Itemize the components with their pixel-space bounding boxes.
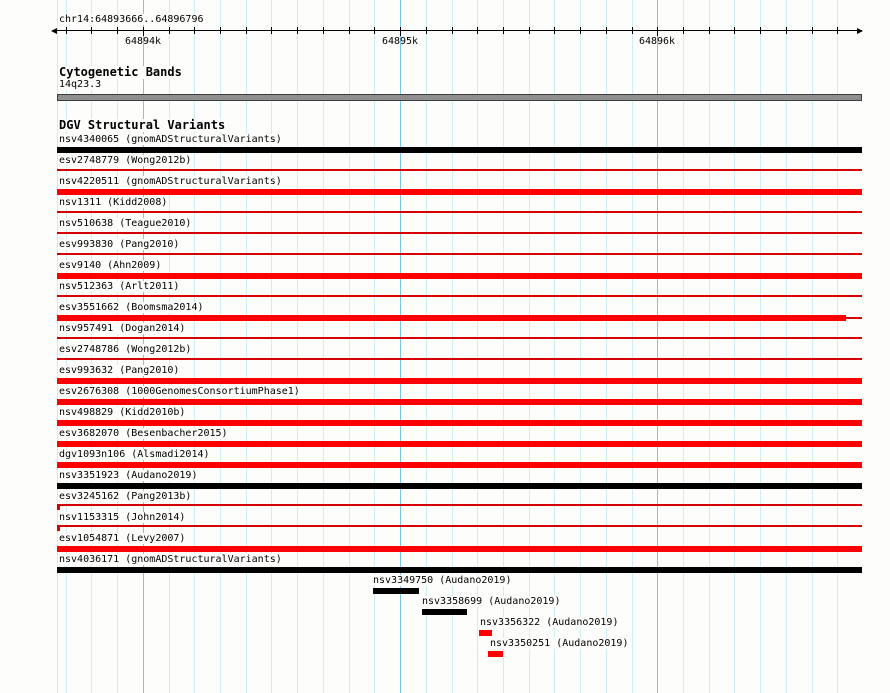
variant-bar[interactable] <box>57 483 862 489</box>
variant-bar[interactable] <box>488 651 503 657</box>
minor-tick <box>323 27 324 34</box>
ruler-tick-label: 64894k <box>124 36 162 47</box>
variant-label[interactable]: nsv3358699 (Audano2019) <box>422 596 561 607</box>
major-tick <box>143 27 144 36</box>
minor-tick <box>426 27 427 34</box>
cytogenetic-bands-header: Cytogenetic Bands <box>59 65 182 79</box>
minor-gridline <box>683 0 684 693</box>
variant-label[interactable]: esv993830 (Pang2010) <box>59 239 180 250</box>
minor-gridline <box>452 0 453 693</box>
minor-gridline <box>760 0 761 693</box>
variant-line[interactable] <box>57 232 862 234</box>
variant-line[interactable] <box>57 169 862 171</box>
variant-bar-thin-tail[interactable] <box>846 317 862 319</box>
variant-label[interactable]: nsv3356322 (Audano2019) <box>480 617 619 628</box>
variant-label[interactable]: nsv3349750 (Audano2019) <box>373 575 512 586</box>
variant-line[interactable] <box>57 358 862 360</box>
variant-line[interactable] <box>57 337 862 339</box>
variant-label[interactable]: nsv498829 (Kidd2010b) <box>59 407 186 418</box>
variant-label[interactable]: esv3245162 (Pang2013b) <box>59 491 192 502</box>
minor-tick <box>194 27 195 34</box>
minor-tick <box>91 27 92 34</box>
minor-tick <box>529 27 530 34</box>
minor-tick <box>786 27 787 34</box>
variant-bar[interactable] <box>57 273 862 279</box>
region-coordinates-label: chr14:64893666..64896796 <box>59 14 204 25</box>
minor-gridline <box>246 0 247 693</box>
major-tick <box>657 27 658 36</box>
variant-label[interactable]: nsv512363 (Arlt2011) <box>59 281 180 292</box>
variant-label[interactable]: nsv4340065 (gnomADStructuralVariants) <box>59 134 282 145</box>
variant-label[interactable]: nsv510638 (Teague2010) <box>59 218 192 229</box>
variant-label[interactable]: esv9140 (Ahn2009) <box>59 260 162 271</box>
variant-line[interactable] <box>57 211 862 213</box>
variant-label[interactable]: nsv1311 (Kidd2008) <box>59 197 168 208</box>
variant-label[interactable]: esv3682070 (Besenbacher2015) <box>59 428 228 439</box>
variant-label[interactable]: esv2748779 (Wong2012b) <box>59 155 192 166</box>
minor-gridline <box>323 0 324 693</box>
minor-tick <box>349 27 350 34</box>
minor-gridline <box>271 0 272 693</box>
variant-label[interactable]: nsv1153315 (John2014) <box>59 512 186 523</box>
cytoband-name-label: 14q23.3 <box>59 79 102 90</box>
minor-gridline <box>606 0 607 693</box>
minor-gridline <box>709 0 710 693</box>
major-gridline <box>657 0 658 693</box>
minor-tick <box>503 27 504 34</box>
minor-gridline <box>57 0 58 693</box>
minor-gridline <box>786 0 787 693</box>
minor-tick <box>837 27 838 34</box>
ruler-axis-line <box>57 30 862 31</box>
variant-bar[interactable] <box>57 315 846 321</box>
minor-tick <box>220 27 221 34</box>
minor-tick <box>632 27 633 34</box>
variant-label[interactable]: esv2676308 (1000GenomesConsortiumPhase1) <box>59 386 300 397</box>
variant-label[interactable]: esv993632 (Pang2010) <box>59 365 180 376</box>
ruler-left-arrow-icon <box>51 28 57 34</box>
variant-bar[interactable] <box>57 420 862 426</box>
variant-bar[interactable] <box>57 399 862 405</box>
minor-gridline <box>734 0 735 693</box>
variant-bar[interactable] <box>373 588 419 594</box>
cytoband-bar[interactable] <box>57 94 862 101</box>
variant-label[interactable]: esv2748786 (Wong2012b) <box>59 344 192 355</box>
minor-gridline <box>194 0 195 693</box>
ruler-right-arrow-icon <box>857 28 863 34</box>
dgv-structural-variants-header: DGV Structural Variants <box>59 118 226 132</box>
minor-tick <box>812 27 813 34</box>
minor-gridline <box>812 0 813 693</box>
minor-tick <box>117 27 118 34</box>
minor-tick <box>477 27 478 34</box>
variant-label[interactable]: dgv1093n106 (Alsmadi2014) <box>59 449 210 460</box>
minor-tick <box>297 27 298 34</box>
variant-line[interactable] <box>57 295 862 297</box>
minor-tick <box>734 27 735 34</box>
major-tick <box>400 27 401 36</box>
variant-bar[interactable] <box>57 147 862 153</box>
minor-gridline <box>529 0 530 693</box>
minor-tick <box>606 27 607 34</box>
variant-line[interactable] <box>57 253 862 255</box>
minor-gridline <box>632 0 633 693</box>
variant-label[interactable]: esv1054871 (Levy2007) <box>59 533 186 544</box>
variant-bar[interactable] <box>57 189 862 195</box>
minor-gridline <box>220 0 221 693</box>
minor-gridline <box>477 0 478 693</box>
variant-line[interactable] <box>57 504 862 506</box>
minor-gridline <box>554 0 555 693</box>
ruler-tick-label: 64896k <box>638 36 676 47</box>
minor-gridline <box>297 0 298 693</box>
minor-tick <box>709 27 710 34</box>
minor-gridline <box>503 0 504 693</box>
minor-gridline <box>349 0 350 693</box>
minor-tick <box>374 27 375 34</box>
variant-label[interactable]: nsv4220511 (gnomADStructuralVariants) <box>59 176 282 187</box>
minor-gridline <box>837 0 838 693</box>
variant-bar[interactable] <box>57 462 862 468</box>
minor-tick <box>760 27 761 34</box>
ruler-tick-label: 64895k <box>381 36 419 47</box>
minor-tick <box>580 27 581 34</box>
minor-tick <box>683 27 684 34</box>
variant-bar[interactable] <box>422 609 467 615</box>
variant-bar[interactable] <box>57 546 862 552</box>
minor-tick <box>452 27 453 34</box>
minor-tick <box>66 27 67 34</box>
minor-tick <box>271 27 272 34</box>
variant-label[interactable]: nsv4036171 (gnomADStructuralVariants) <box>59 554 282 565</box>
minor-tick <box>554 27 555 34</box>
variant-bar[interactable] <box>57 567 862 573</box>
variant-label[interactable]: nsv3350251 (Audano2019) <box>490 638 629 649</box>
variant-bar[interactable] <box>57 441 862 447</box>
minor-tick <box>169 27 170 34</box>
variant-bar[interactable] <box>479 630 492 636</box>
variant-bar[interactable] <box>57 378 862 384</box>
variant-label[interactable]: nsv957491 (Dogan2014) <box>59 323 186 334</box>
minor-gridline <box>580 0 581 693</box>
minor-tick <box>246 27 247 34</box>
variant-line[interactable] <box>57 525 862 527</box>
minor-gridline <box>426 0 427 693</box>
variant-label[interactable]: nsv3351923 (Audano2019) <box>59 470 198 481</box>
variant-label[interactable]: esv3551662 (Boomsma2014) <box>59 302 204 313</box>
